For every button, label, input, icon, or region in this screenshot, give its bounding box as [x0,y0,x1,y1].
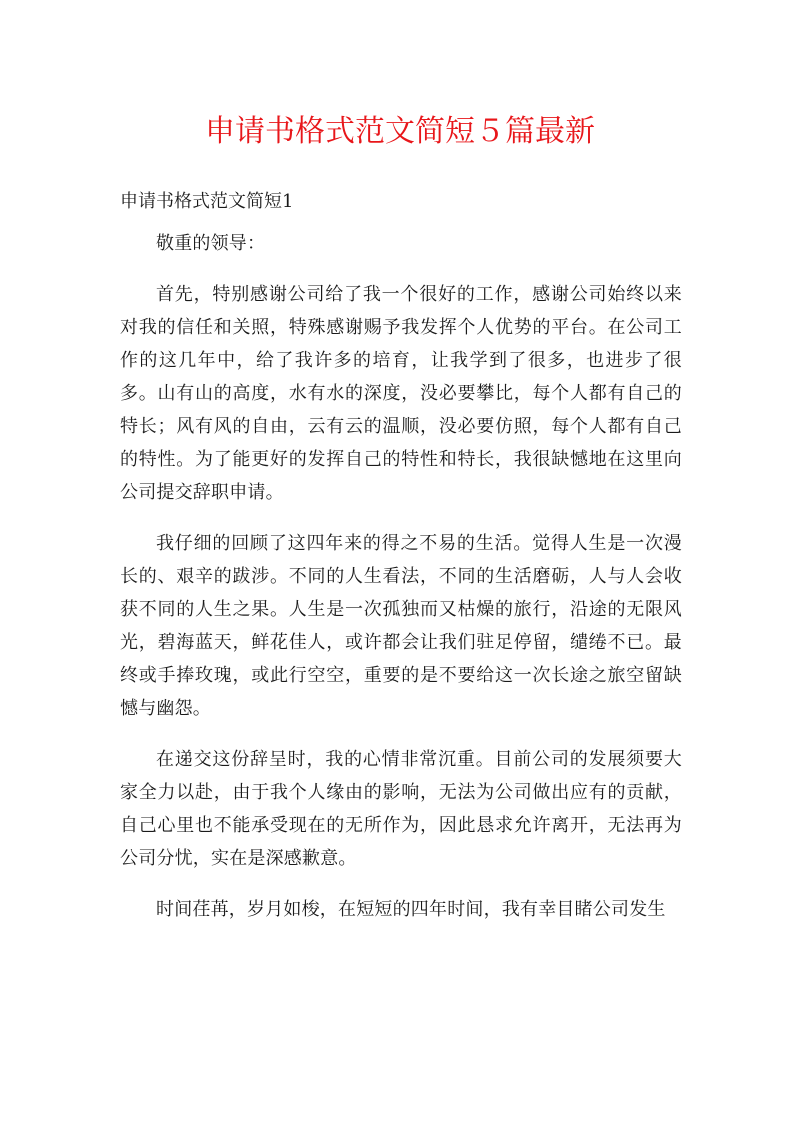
body-paragraph: 我仔细的回顾了这四年来的得之不易的生活。觉得人生是一次漫长的、艰辛的跋涉。不同的人生看法，不同的生活磨砺，人与人会收获不同的人生之果。人生是一次孤独而又枯燥的旅行，沿途的无限风光，碧海蓝天，鲜花佳人，或许都会让我们驻足停留，缱绻不已。最终或手捧玫瑰，或此行空空，重要的是不要给这一次长途之旅空留缺憾与幽怨。 [120,533,682,719]
body-paragraph: 首先，特别感谢公司给了我一个很好的工作，感谢公司始终以来对我的信任和关照，特殊感谢赐予我发挥个人优势的平台。在公司工作的这几年中，给了我许多的培育，让我学到了很多，也进步了很多。山有山的高度，水有水的深度，没必要攀比，每个人都有自己的特长；风有风的自由，云有云的温顺，没必要仿照，每个人都有自己的特性。为了能更好的发挥自己的特性和特长，我很缺憾地在这里向公司提交辞职申请。 [120,284,682,503]
document-body [120,227,682,944]
salutation: 敬重的领导： [156,233,266,254]
body-paragraph: 在递交这份辞呈时，我的心情非常沉重。目前公司的发展须要大家全力以赴，由于我个人缘由的影响，无法为公司做出应有的贡献，自己心里也不能承受现在的无所作为，因此恳求允许离开，无法再为公司分忧，实在是深感歉意。 [120,749,682,869]
section-heading: 申请书格式范文简短1 [120,191,294,212]
document-title: 申请书格式范文简短５篇最新 [205,114,595,149]
body-paragraph: 时间荏苒，岁月如梭，在短短的四年时间，我有幸目睹公司发生 [156,899,666,920]
